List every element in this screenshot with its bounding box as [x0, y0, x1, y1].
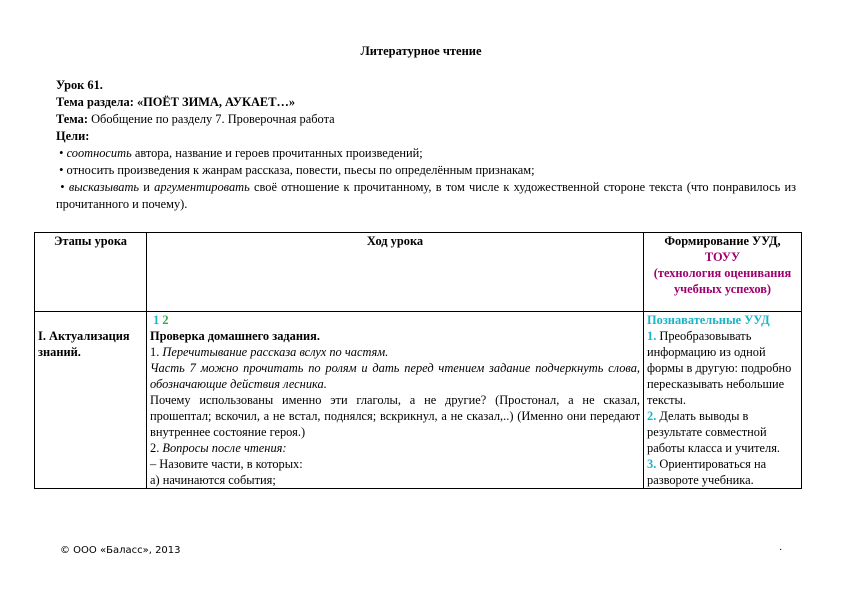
question-text: Почему использованы именно эти глаголы, а не другие? (Простонал, а не сказал, прошептал; вскочил, а не встал, поднялся; вскрикнул, а не сказал,..) (Именно они передают внутреннее состояние героя.) [150, 393, 640, 439]
goal-verb-2: аргументировать [154, 180, 250, 194]
badge-1: 1 [153, 313, 160, 327]
uud-item-text: Ориентироваться на развороте учебника. [647, 457, 767, 487]
item-1-note: Часть 7 можно прочитать по ролям и дать перед чтением задание подчеркнуть слова, обозначающие действия лесника. [150, 361, 640, 391]
homework-check: Проверка домашнего задания. [150, 329, 320, 343]
copyright-footer: © ООО «Баласс», 2013 [60, 545, 181, 556]
header-uud-line2: ТОУУ [704, 250, 741, 264]
question-intro: – Назовите части, в которых: [150, 457, 303, 471]
item-2 [150, 440, 640, 456]
header-uud [644, 233, 802, 312]
header-uud-line1: Формирование УУД, [664, 234, 781, 248]
badge-2: 2 [162, 313, 169, 327]
goal-text: своё отношение к прочитанному, в том числе к художественной стороне текста (что понравилось из прочитанного и почему). [56, 180, 796, 211]
corner-mark: · [779, 545, 783, 556]
table-row [35, 312, 802, 489]
goal-item [56, 145, 796, 162]
uud-item-text: Преобразовывать информацию из одной формы в другую: подробно пересказывать небольшие тексты. [647, 329, 792, 407]
section-line [56, 94, 796, 111]
lesson-header [56, 77, 796, 213]
lesson-table [34, 232, 802, 489]
bullet: • [59, 163, 64, 177]
goal-verb: соотносить [66, 146, 132, 160]
goal-verb: высказывать [68, 180, 140, 194]
header-stages: Этапы урока [35, 233, 147, 312]
badges [150, 312, 640, 328]
uud-item-num: 3. [647, 457, 657, 471]
bullet: • [59, 146, 64, 160]
item-1-text: Перечитывание рассказа вслух по частям. [162, 345, 389, 359]
uud-item [647, 328, 798, 408]
document-title: Литературное чтение [360, 44, 482, 58]
goals-label: Цели: [56, 129, 90, 143]
lesson-number: Урок 61. [56, 78, 103, 92]
section-label: Тема раздела: [56, 95, 134, 109]
topic-value: Обобщение по разделу 7. Проверочная работа [91, 112, 335, 126]
header-lesson-flow: Ход урока [147, 233, 644, 312]
item-1-num: 1. [150, 345, 160, 359]
table-header-row [35, 233, 802, 312]
goal-connector: и [139, 180, 155, 194]
question-a: а) начинаются события; [150, 473, 276, 487]
goal-item [56, 179, 796, 213]
topic-label: Тема: [56, 112, 88, 126]
uud-item [647, 456, 798, 488]
item-2-text: Вопросы после чтения: [162, 441, 287, 455]
item-1 [150, 344, 640, 360]
goal-item [56, 162, 796, 179]
bullet: • [60, 180, 65, 194]
uud-title: Познавательные УУД [647, 313, 770, 327]
topic-line [56, 111, 796, 128]
stage-cell [35, 312, 147, 489]
uud-item-num: 2. [647, 409, 657, 423]
section-value: «ПОЁТ ЗИМА, АУКАЕТ…» [136, 95, 296, 109]
goal-text: автора, название и героев прочитанных произведений; [131, 146, 423, 160]
uud-cell [644, 312, 802, 489]
uud-item-num: 1. [647, 329, 657, 343]
item-2-num: 2. [150, 441, 160, 455]
lesson-flow-cell [147, 312, 644, 489]
header-uud-line3: (технология оценивания учебных успехов) [653, 266, 792, 296]
stage-label: I. Актуализация знаний. [38, 329, 130, 359]
uud-item-text: Делать выводы в результате совместной работы класса и учителя. [647, 409, 780, 455]
goal-text: относить произведения к жанрам рассказа, повести, пьесы по определённым признакам; [63, 163, 535, 177]
uud-item [647, 408, 798, 456]
